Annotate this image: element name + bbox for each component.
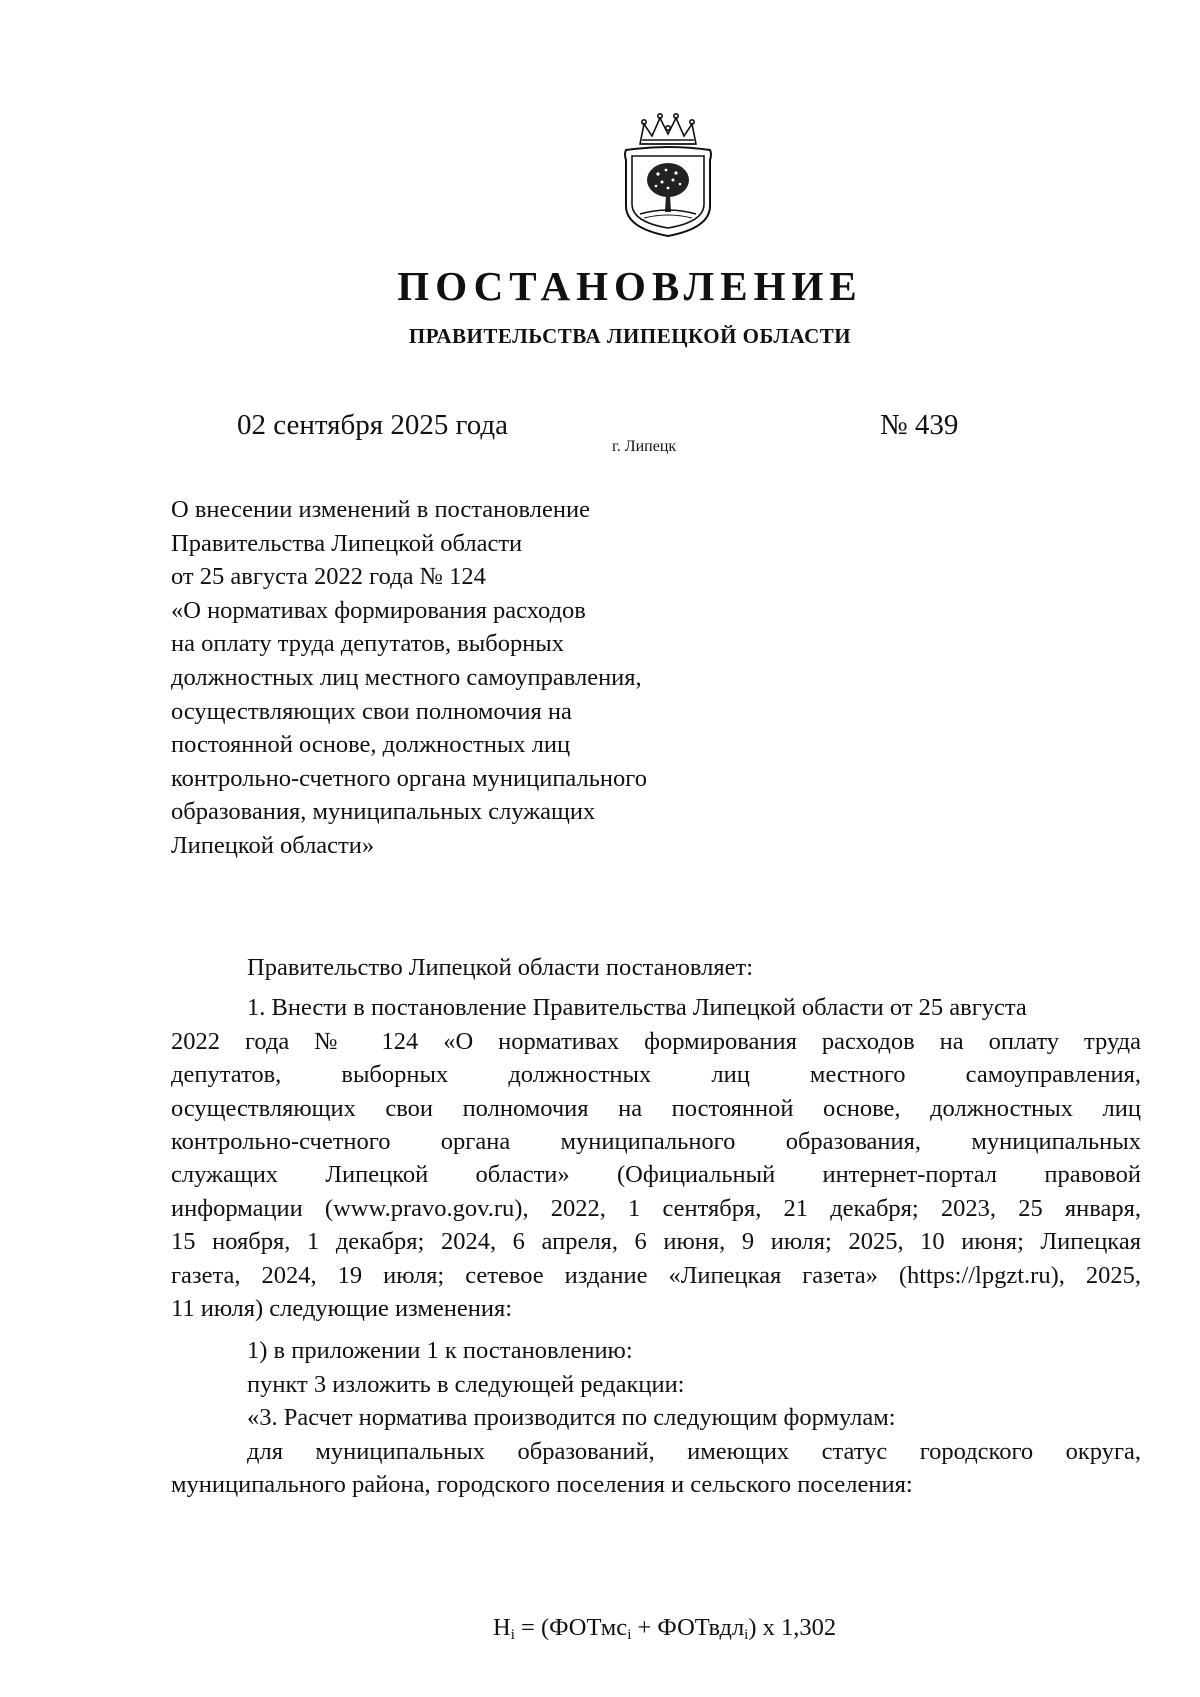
subject-line: от 25 августа 2022 года № 124 <box>171 563 486 591</box>
formula-lhs: Н <box>493 1614 511 1641</box>
formula-intro-line: муниципального района, городского поселения и сельского поселения: <box>171 1471 913 1499</box>
coat-of-arms-icon <box>618 110 718 240</box>
item-1-line: газета, 2024, 19 июля; сетевое издание «Липецкая газета» (https://lpgzt.ru), 2025, <box>171 1261 1141 1289</box>
item-1-line: служащих Липецкой области» (Официальный интернет-портал правовой <box>171 1161 1141 1189</box>
document-subject <box>171 493 771 863</box>
formula-intro-line: для муниципальных образований, имеющих статус городского округа, <box>247 1437 1141 1465</box>
document-type-title: ПОСТАНОВЛЕНИЕ <box>397 263 863 309</box>
formula-part: + ФОТвдл <box>631 1614 745 1641</box>
formula-part: ) x 1,302 <box>748 1614 837 1641</box>
subject-line: «О нормативах формирования расходов <box>171 596 586 624</box>
item-1-line: 15 ноября, 1 декабря; 2024, 6 апреля, 6 июня, 9 июля; 2025, 10 июня; Липецкая <box>171 1228 1141 1256</box>
norm-formula <box>493 1614 836 1644</box>
item-1-line: информации (www.pravo.gov.ru), 2022, 1 сентября, 21 декабря; 2023, 25 января, <box>171 1194 1141 1222</box>
document-city: г. Липецк <box>612 438 677 455</box>
point-3-paragraph: «3. Расчет норматива производится по следующим формулам: <box>247 1404 896 1432</box>
formula-subscript: i <box>627 1627 632 1643</box>
document-body <box>171 951 1141 1502</box>
subject-line: Липецкой области» <box>171 831 375 859</box>
item-1-line: 1. Внести в постановление Правительства Липецкой области от 25 августа <box>247 994 1027 1022</box>
issuer-title: ПРАВИТЕЛЬСТВА ЛИПЕЦКОЙ ОБЛАСТИ <box>408 324 852 348</box>
subject-line: образования, муниципальных служащих <box>171 798 596 826</box>
subject-line: на оплату труда депутатов, выборных <box>171 630 565 658</box>
item-1-line: осуществляющих свои полномочия на постоянной основе, должностных лиц <box>171 1094 1141 1122</box>
subject-line: контрольно-счетного органа муниципального <box>171 764 647 792</box>
item-1-line: контрольно-счетного органа муниципального образования, муниципальных <box>171 1128 1141 1156</box>
subject-line: О внесении изменений в постановление <box>171 496 590 523</box>
paragraph-gap <box>171 1325 1141 1334</box>
subject-line: постоянной основе, должностных лиц <box>171 731 571 759</box>
item-1-line: 2022 года № 124 «О нормативах формирования расходов на оплату труда <box>171 1027 1141 1055</box>
item-1-line: депутатов, выборных должностных лиц местного самоуправления, <box>171 1061 1141 1089</box>
document-date: 02 сентября 2025 года <box>237 409 509 441</box>
formula-part: = (ФОТмс <box>514 1614 628 1641</box>
preamble-paragraph: Правительство Липецкой области постановляет: <box>247 954 754 981</box>
formula-subscript: i <box>744 1627 749 1643</box>
document-number: № 439 <box>880 409 959 441</box>
subitem-point-paragraph: пункт 3 изложить в следующей редакции: <box>247 1370 685 1398</box>
subitem-1-paragraph: 1) в приложении 1 к постановлению: <box>247 1337 633 1365</box>
subject-line: осуществляющих свои полномочия на <box>171 697 572 725</box>
subject-line: должностных лиц местного самоуправления, <box>171 663 642 691</box>
subject-line: Правительства Липецкой области <box>171 529 523 557</box>
item-1-paragraph <box>171 991 1141 1325</box>
item-1-line: 11 июля) следующие изменения: <box>171 1295 513 1323</box>
formula-subscript: i <box>510 1627 515 1643</box>
